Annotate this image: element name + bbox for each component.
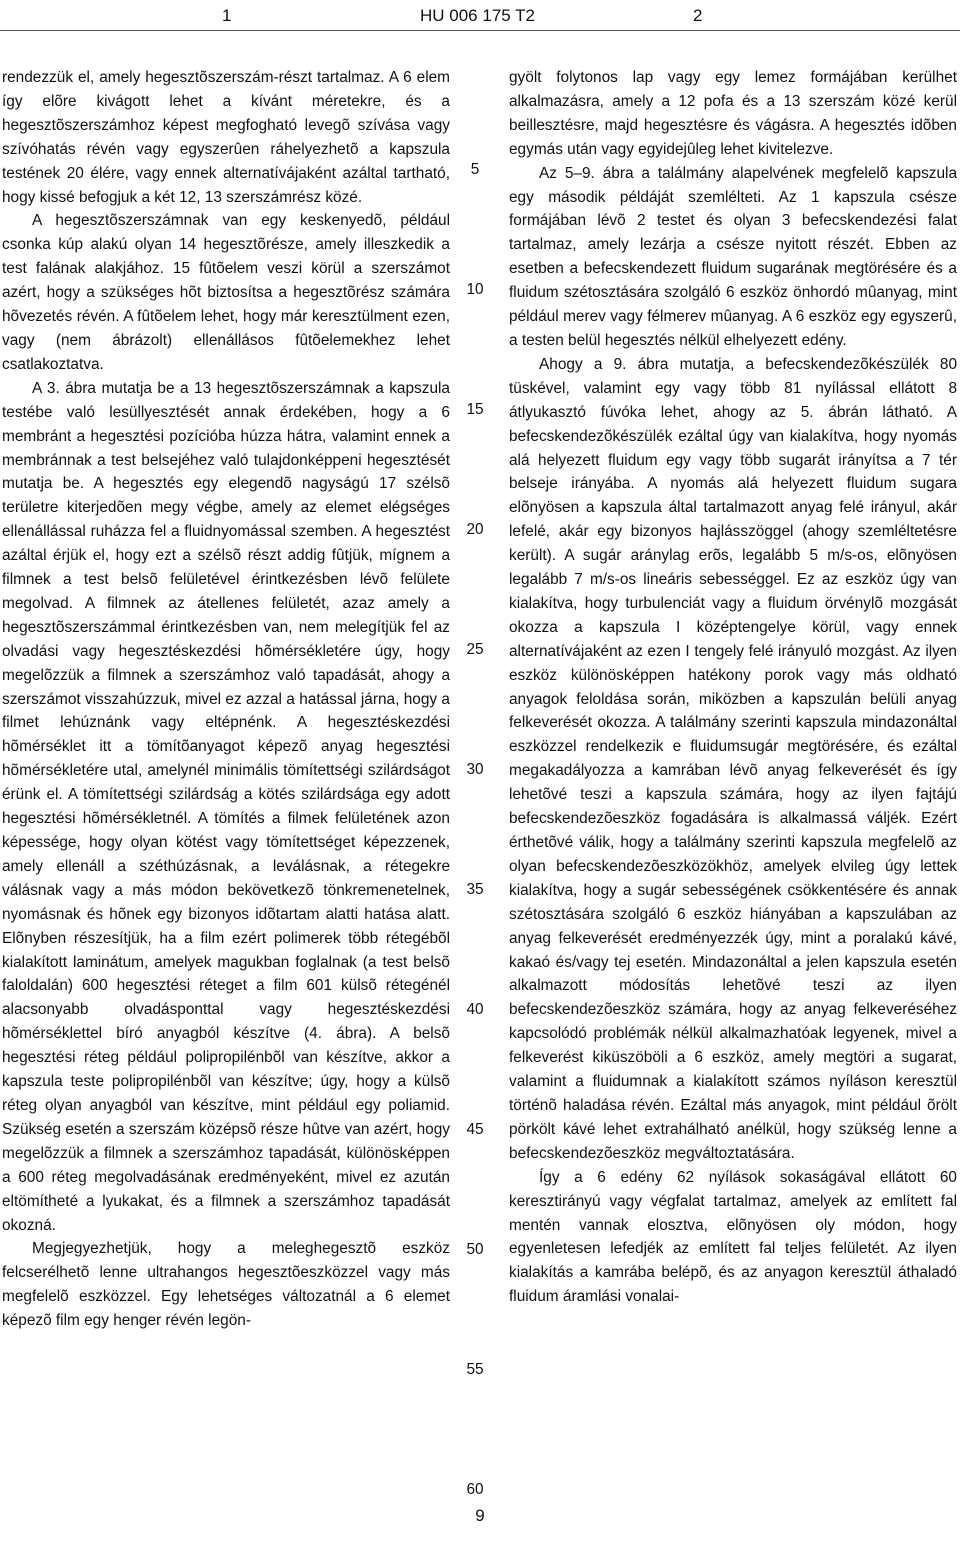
line-number: 30 <box>466 761 484 778</box>
line-number: 15 <box>466 401 484 418</box>
line-number: 60 <box>466 1481 484 1498</box>
paragraph: Ahogy a 9. ábra mutatja, a befecskendezõkészülék 80 tüskével, valamint egy vagy több 81 nyílással ellátott 8 átlyukasztó fúvóka lehet, ahogy az 5. ábrán látható. A befecskendezõkészülék ezáltal úgy van kialakítva, hogy nyomás alá helyezett fluidum egy vagy több sugarát irányítsa a 7 tér belseje irányába. A nyomás alá helyezett fluidum sugara elõnyösen a kapszula által tartalmazott anyag felé irányul, akár lefelé, akár egy bizonyos hajlásszöggel (ahogy szemléltetésre került). A sugár aránylag erõs, legalább 5 m/s-os, elõnyösen legalább 7 m/s-os lineáris sebességgel. Ez az eszköz úgy van kialakítva, hogy turbulenciát vagy a fluidum örvénylõ mozgását okozza a kapszula I középtengelye körül, vagy ennek alternatívájaként az ezen I tengely felé irányuló mozgást. Az ilyen eszköz különösképpen hatékony porok vagy más oldható anyagok feloldása során, miközben a kapszulán belüli anyag felkeverését okozza. A találmány szerinti kapszula mindazonáltal eszközzel rendelkezik e fluidumsugár megtörésére, és ezáltal megakadályozza a kamrában lévõ anyag felkeverését és így lehetõvé teszi a kapszula számára, hogy az ilyen fajtájú befecskendezõeszköz fogadására is alkalmassá váljék. Ezért érthetõvé válik, hogy a találmány szerinti kapszula megfelelõ az olyan befecskendezõeszközökhöz, amelyek elvileg úgy lettek kialakítva, hogy a sugár sebességének csökkentésére és annak szétosztására szolgáló 6 eszköz hiányában a kapszulában az anyag felkeverését eredményezzék úgy, mint a poralakú kávé, kakaó és/vagy tej esetén. Mindazonáltal a jelen kapszula esetén alkalmazott módosítás lehetõvé teszi az ilyen befecskendezõeszköz számára, hogy az anyag felkeveréséhez kapcsolódó problémák nélkül alkalmazhatóak legyenek, mivel a felkeverést kiküszöböli a 6 eszköz, amely megtöri a sugarat, valamint a fluidumnak a kialakított számos nyíláson keresztül történõ haladása révén. Ezáltal más anyagok, mint például õrölt pörkölt kávé lehet extrahálható anélkül, hogy szükség lenne a befecskendezõeszköz megváltoztatására. <box>509 355 957 1162</box>
paragraph: Így a 6 edény 62 nyílások sokaságával ellátott 60 keresztirányú vagy végfalat tartalmaz, amelyek az említett fal mentén vannak elosztva, elõnyösen oly módon, hogy egyenletesen lefedjék az említett fal teljes felületét. Az ilyen kialakítás a kamrába belépõ, és az anyagon keresztül áthaladó fluidum áramlási vonalai- <box>509 1168 957 1306</box>
paragraph: Az 5–9. ábra a találmány alapelvének megfelelõ kapszula egy második példáját szemlélteti. Az 1 kapszula csésze formájában lévõ 2 testet és olyan 3 befecskendezési falat tartalmaz, amely lezárja a csésze nyitott részét. Ebben az esetben a befecskendezett fluidum sugarának megtörésére és a fluidum szétosztására szolgáló 6 eszköz önhordó mûanyag, mint például merev vagy félmerev mûanyag. A 6 eszköz egy egyszerû, a testen belül hegesztés nélkül elhelyezett edény. <box>509 164 957 349</box>
header-divider <box>0 30 960 31</box>
paragraph: rendezzük el, amely hegesztõszerszám-részt tartalmaz. A 6 elem így elõre kivágott lehet a kívánt méretekre, és a hegesztõszerszámhoz képest megfogható levegõ szívása vagy szívóhatás révén vagy egyszerûen ráhelyezhetõ a kapszula testének 20 élére, vagy ennek alternatívájaként azáltal tartható, hogy kissé befogjuk a két 12, 13 szerszámrész közé. <box>2 69 450 206</box>
line-number: 20 <box>466 521 484 538</box>
line-number: 40 <box>466 1001 484 1018</box>
paragraph: Megjegyezhetjük, hogy a meleghegesztõ eszköz felcserélhetõ lenne ultrahangos hegesztõeszközzel vagy más megfelelõ eszközzel. Egy lehetséges változatnál a 6 elemet képezõ film egy henger révén legön- <box>2 1240 450 1330</box>
paragraph: A 3. ábra mutatja be a 13 hegesztõszerszámnak a kapszula testébe való lesüllyesztését annak érdekében, hogy a 6 membránt a hegesztési pozícióba húzza hátra, valamint ennek a membránnak a test belsejéhez való tulajdonképpeni hegesztését mutatja be. A hegesztés egy elegendõ nagyságú 17 szélsõ területre kiterjedõen megy végbe, amely az elemet elégséges ellenállással ruházza fel a fluidnyomással szemben. A hegesztést azáltal érjük el, hogy ezt a szélsõ részt addig fûtjük, mígnem a filmnek a test belsõ felületével érintkezésben lévõ felülete megolvad. A filmnek az átellenes felületét, azaz amely a hegesztõszerszámmal érintkezésben van, nem melegítjük fel az olvadási vagy hegesztéskezdési hõmérsékletére úgy, hogy megelõzzük a filmnek a szerszámhoz való tapadását, ahogy a szerszámot visszahúzzuk, mivel ez azzal a hatással járna, hogy a filmet lehúznánk vagy eltépnénk. A hegesztéskezdési hõmérséklet itt a tömítõanyagot képezõ anyag hegesztési hõmérsékletére utal, amelynél minimális tömítettségi szilárdságot érünk el. A tömítettségi szilárdság a kötés szilárdsága egy adott hegesztési hõmérsékletnél. A tömítés a filmek felületének azon képessége, hogy olyan kötést vagy tömítettséget képezzenek, amely ellenáll a széthúzásnak, a leválásnak, a rétegekre válásnak vagy a más módon bekövetkezõ tönkremenetelnek, nyomásnak és hõnek egy bizonyos idõtartam alatti hatása alatt. Elõnyben részesítjük, ha a film ezért polimerek több rétegébõl kialakított laminátum, amelyek magukban foglalnak (a test belsõ faloldalán) 600 hegesztési réteget a film 601 külsõ rétegénél alacsonyabb olvadásponttal vagy hegesztéskezdési hõmérséklettel bíró anyagból készítve (4. ábra). A belsõ hegesztési réteg például polipropilénbõl van készítve, akkor a kapszula teste polipropilénbõl van készítve; úgy, hogy a külsõ réteg olyan anyagból van készítve, mint például egy poliamid. Szükség esetén a szerszám középsõ része hûtve van azért, hogy megelõzzük a filmnek a szerszámhoz tapadását, különösképpen a 600 réteg megolvadásának eredményeként, mivel ez azután eltömítheté a lyukakat, és a filmnek a szerszámhoz tapadását okozná. <box>2 379 450 1234</box>
page-number: 9 <box>475 1506 485 1525</box>
line-number: 55 <box>466 1361 484 1378</box>
line-number: 25 <box>466 641 484 658</box>
line-number: 10 <box>466 281 484 298</box>
line-number: 45 <box>466 1121 484 1138</box>
header-document-id: HU 006 175 T2 <box>420 6 535 25</box>
left-text-column <box>2 66 450 1333</box>
header-right-column-number: 2 <box>693 6 703 25</box>
right-text-column <box>509 66 957 1309</box>
page-header <box>0 6 960 26</box>
line-number: 50 <box>466 1241 484 1258</box>
line-number: 5 <box>470 161 480 178</box>
header-left-column-number: 1 <box>222 6 232 25</box>
paragraph: gyölt folytonos lap vagy egy lemez formájában kerülhet alkalmazásra, amely a 12 pofa és a 13 szerszám közé kerül beillesztésre, majd hegesztésre és vágásra. A hegesztés idõben egymás után vagy egyidejûleg lehet kivitelezve. <box>509 69 957 158</box>
paragraph: A hegesztõszerszámnak van egy keskenyedõ, például csonka kúp alakú olyan 14 hegesztõrésze, amely illeszkedik a test falának alakjához. 15 fûtõelem veszi körül a szerszámot azért, hogy a szükséges hõt biztosítsa a hegesztõrész számára hõvezetés révén. A fûtõelem lehet, hogy már keresztülment ezen, vagy (nem ábrázolt) ellenállásos fûtõelemekhez lehet csatlakoztatva. <box>2 212 450 373</box>
line-number: 35 <box>466 881 484 898</box>
